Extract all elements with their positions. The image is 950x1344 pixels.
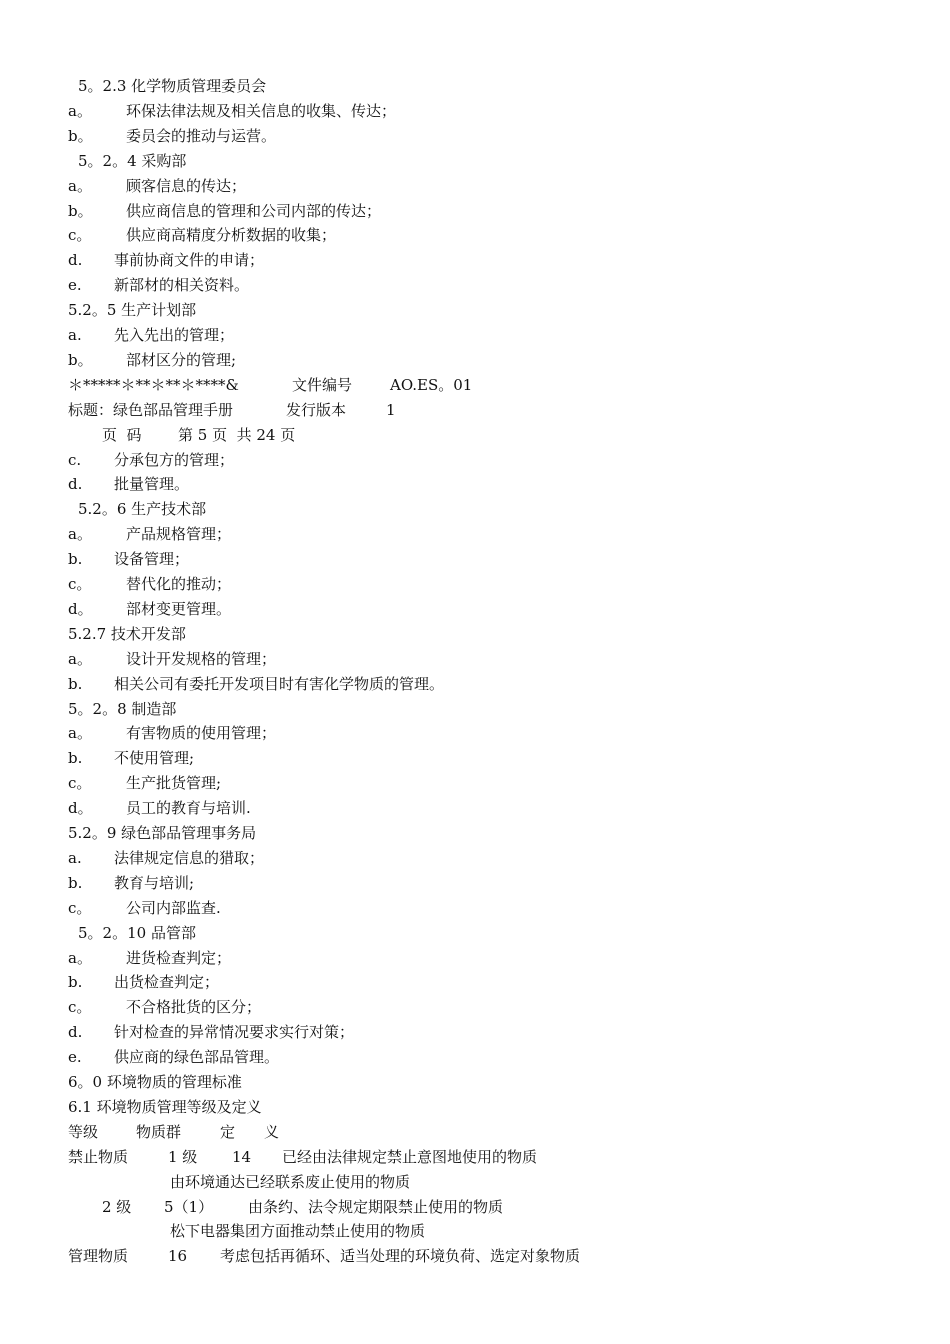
line-text: 6.1 环境物质管理等级及定义 <box>68 1098 262 1116</box>
line-marker: b。 <box>68 351 93 369</box>
line-text: 由环境通达已经联系废止使用的物质 <box>170 1173 411 1191</box>
line-text: AO.ES。01 <box>390 376 473 394</box>
line-marker: a。 <box>68 949 92 967</box>
line-marker: a。 <box>68 177 92 195</box>
line-text: 6。0 环境物质的管理标准 <box>68 1073 242 1091</box>
line-text: 5.2.7 技术开发部 <box>68 625 186 643</box>
line-marker: 禁止物质 <box>68 1148 129 1166</box>
line-marker: c。 <box>68 226 92 244</box>
line-text: 有害物质的使用管理； <box>126 724 277 742</box>
line-text: 1 <box>386 401 396 419</box>
line-text: 委员会的推动与运营。 <box>126 127 277 145</box>
line-text: 顾客信息的传达； <box>126 177 247 195</box>
line-marker: 管理物质 <box>68 1247 129 1265</box>
line-text: 由条约、法令规定期限禁止使用的物质 <box>248 1198 504 1216</box>
line-text: 5.2。9 绿色部品管理事务局 <box>68 824 257 842</box>
line-text: 已经由法律规定禁止意图地使用的物质 <box>282 1148 538 1166</box>
line-text: 不使用管理; <box>114 749 195 767</box>
line-marker: 2 级 <box>102 1198 132 1216</box>
line-text: 第 5 页 共 24 页 <box>178 426 296 444</box>
line-marker: ＊*****＊**＊**＊****& <box>68 376 239 394</box>
line-text: 新部材的相关资料。 <box>114 276 250 294</box>
line-text: 设备管理； <box>114 550 190 568</box>
line-text: 考虑包括再循环、适当处理的环境负荷、选定对象物质 <box>220 1247 581 1265</box>
line-text: 相关公司有委托开发项目时有害化学物质的管理。 <box>114 675 445 693</box>
line-marker: b. <box>68 675 83 693</box>
line-marker: e. <box>68 276 82 294</box>
line-marker: 标题：绿色部品管理手册 <box>68 401 234 419</box>
line-marker: d。 <box>68 600 93 618</box>
line-marker: 等级 <box>68 1123 99 1141</box>
line-text: 供应商高精度分析数据的收集； <box>126 226 337 244</box>
line-text: 文件编号 <box>292 376 353 394</box>
line-text: 不合格批货的区分； <box>126 998 262 1016</box>
line-text: 替代化的推动； <box>126 575 232 593</box>
line-marker: 页 码 <box>102 426 142 444</box>
line-text: 公司内部监查. <box>126 899 221 917</box>
line-marker: d. <box>68 251 83 269</box>
line-text: 部材区分的管理; <box>126 351 237 369</box>
line-text: 事前协商文件的申请； <box>114 251 265 269</box>
line-text: 针对检查的异常情况要求实行对策； <box>114 1023 355 1041</box>
line-text: 5。2.3 化学物质管理委员会 <box>78 77 267 95</box>
line-text: 物质群 <box>136 1123 182 1141</box>
line-text: 1 级 <box>168 1148 198 1166</box>
line-marker: a。 <box>68 724 92 742</box>
line-marker: d. <box>68 1023 83 1041</box>
line-marker: c。 <box>68 575 92 593</box>
line-text: 先入先出的管理； <box>114 326 235 344</box>
line-text: 松下电器集团方面推动禁止使用的物质 <box>170 1222 426 1240</box>
line-marker: a。 <box>68 650 92 668</box>
line-marker: b. <box>68 874 83 892</box>
line-text: 进货检查判定； <box>126 949 232 967</box>
line-text: 环保法律法规及相关信息的收集、传达； <box>126 102 397 120</box>
line-text: 义 <box>264 1123 280 1141</box>
line-marker: b. <box>68 973 83 991</box>
line-text: 员工的教育与培训. <box>126 799 251 817</box>
line-marker: d. <box>68 475 83 493</box>
line-text: 出货检查判定； <box>114 973 220 991</box>
line-marker: b。 <box>68 127 93 145</box>
line-marker: e. <box>68 1048 82 1066</box>
line-text: 5。2。10 品管部 <box>78 924 196 942</box>
line-text: 5.2。5 生产计划部 <box>68 301 197 319</box>
line-marker: a. <box>68 326 82 344</box>
line-marker: c。 <box>68 899 92 917</box>
line-marker: a。 <box>68 102 92 120</box>
line-marker: d。 <box>68 799 93 817</box>
line-text: 16 <box>168 1247 188 1265</box>
line-text: 产品规格管理； <box>126 525 232 543</box>
line-text: 法律规定信息的猎取； <box>114 849 265 867</box>
line-text: 5。2。8 制造部 <box>68 700 177 718</box>
line-text: 14 <box>232 1148 252 1166</box>
line-marker: b。 <box>68 202 93 220</box>
line-text: 供应商信息的管理和公司内部的传达； <box>126 202 382 220</box>
line-text: 设计开发规格的管理； <box>126 650 277 668</box>
line-text: 部材变更管理。 <box>126 600 232 618</box>
line-marker: b. <box>68 550 83 568</box>
line-marker: a。 <box>68 525 92 543</box>
line-text: 分承包方的管理； <box>114 451 235 469</box>
line-text: 发行版本 <box>286 401 347 419</box>
line-text: 生产批货管理; <box>126 774 222 792</box>
line-marker: a. <box>68 849 82 867</box>
line-text: 5.2。6 生产技术部 <box>78 500 207 518</box>
line-marker: c. <box>68 451 82 469</box>
line-text: 定 <box>220 1123 236 1141</box>
line-text: 5。2。4 采购部 <box>78 152 187 170</box>
line-marker: b. <box>68 749 83 767</box>
line-marker: c。 <box>68 774 92 792</box>
line-text: 批量管理。 <box>114 475 190 493</box>
line-text: 教育与培训; <box>114 874 195 892</box>
line-marker: c。 <box>68 998 92 1016</box>
line-text: 5（1） <box>164 1198 214 1216</box>
line-text: 供应商的绿色部品管理。 <box>114 1048 280 1066</box>
